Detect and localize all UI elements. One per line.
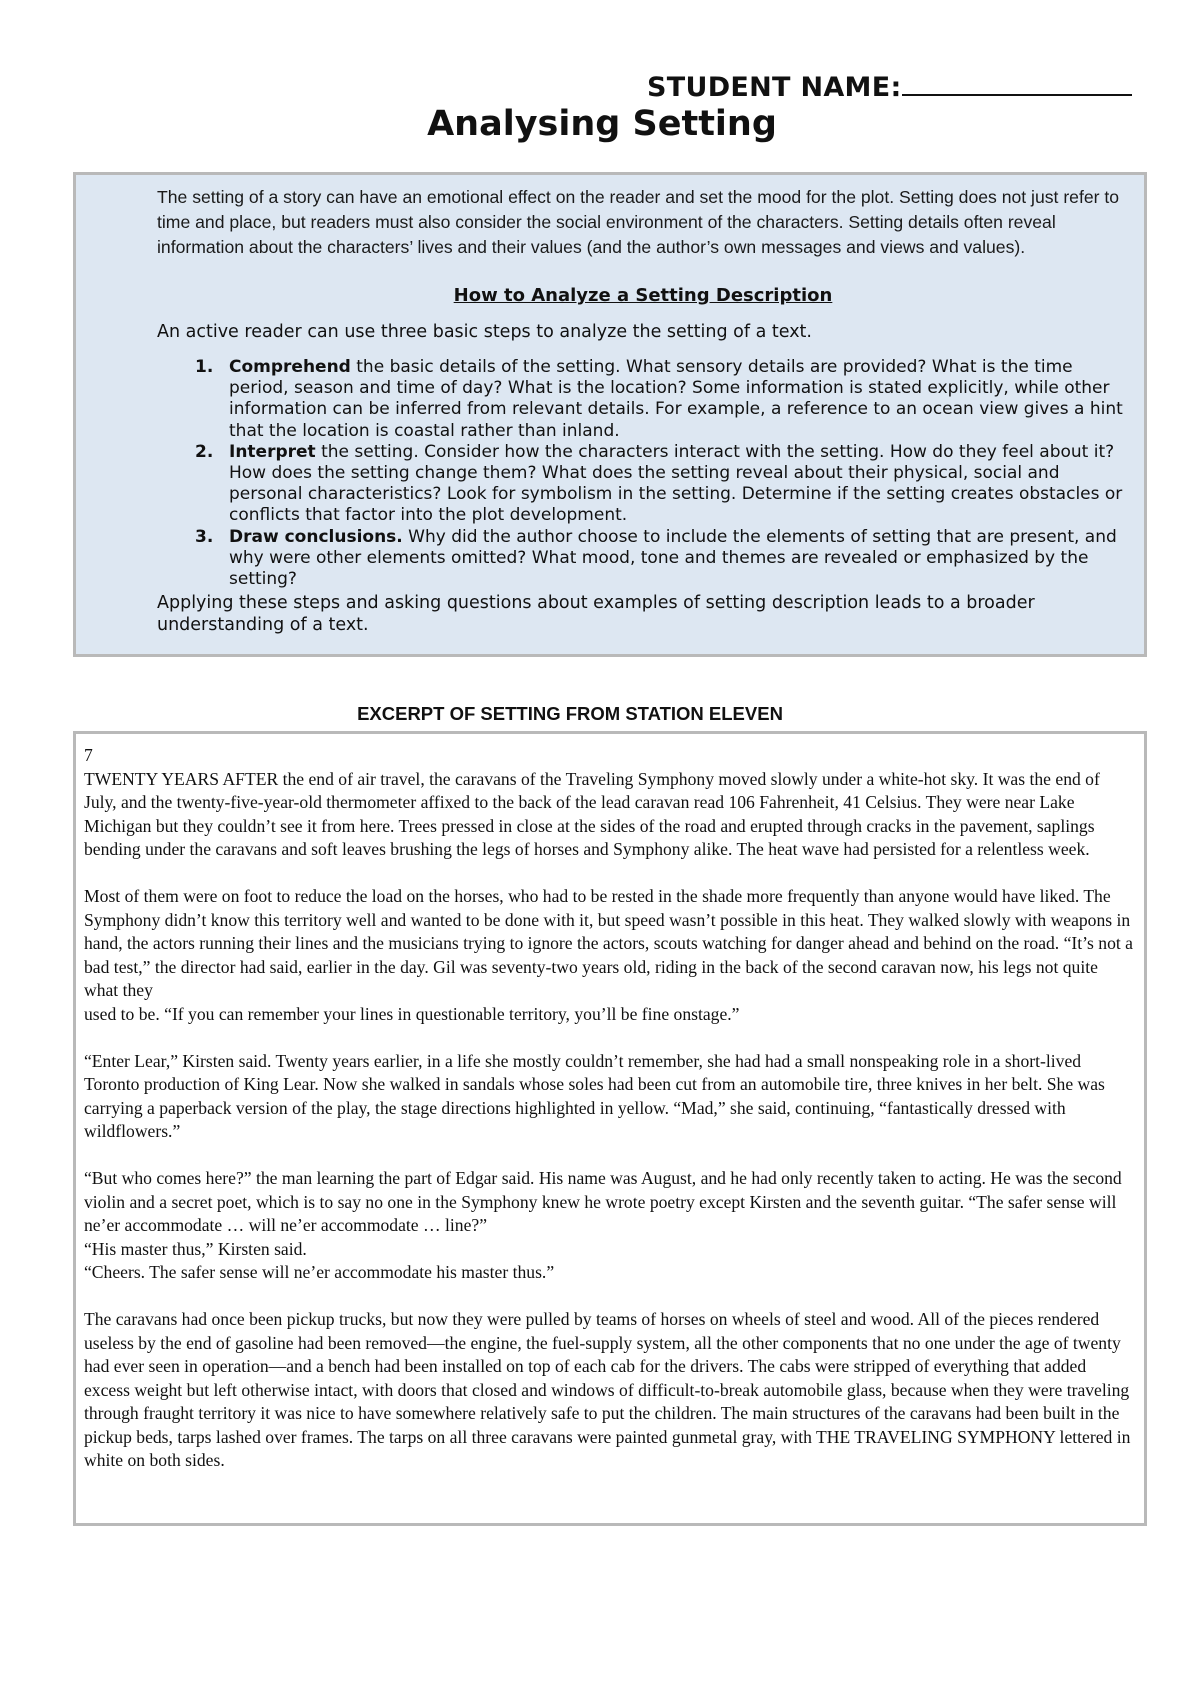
step-item <box>157 527 1137 591</box>
step-number: 1. <box>195 357 214 377</box>
chapter-number: 7 <box>84 745 93 765</box>
student-name-blank[interactable] <box>902 68 1132 96</box>
excerpt-paragraph: used to be. “If you can remember your lines in questionable territory, you’ll be fine onstage.” <box>84 1003 740 1024</box>
step-lead: Draw conclusions. <box>229 526 403 547</box>
steps-list <box>157 357 1137 590</box>
info-box <box>73 172 1147 657</box>
steps-intro: An active reader can use three basic steps to analyze the setting of a text. <box>157 322 812 342</box>
student-name-field <box>647 68 1132 103</box>
excerpt-paragraph: The caravans had once been pickup trucks, but now they were pulled by teams of horses on wheels of steel and wood. All of the pieces rendered useless by the end of gasoline had been removed—the engine, the fuel-supply system, all the other components that no one under the age of twenty had ever seen in operation—and a bench had been installed on top of each cab for the drivers. The cabs were stripped of everything that added excess weight but left otherwise intact, with doors that closed and windows of difficult-to-break automobile glass, because when they were traveling through fraught territory it was nice to have somewhere relatively safe to put the children. The main structures of the caravans had been built in the pickup beds, tarps lashed over frames. The tarps on all three caravans were painted gunmetal gray, with THE TRAVELING SYMPHONY lettered in white on both sides. <box>84 1309 1131 1470</box>
step-item <box>157 442 1137 527</box>
student-name-label: STUDENT NAME: <box>647 72 902 103</box>
intro-paragraph: The setting of a story can have an emotional effect on the reader and set the mood for the plot. Setting does not just refer to time and place, but readers must also consider the social environment of the characters. Setting details often reveal information about the characters’ lives and their values (and the author’s own messages and views and values). <box>157 187 1120 257</box>
excerpt-paragraph: “But who comes here?” the man learning the part of Edgar said. His name was August, and he had only recently taken to acting. He was the second violin and a secret poet, which is to say no one in the Symphony knew he wrote poetry except Kirsten and the seventh guitar. “The safer sense will ne’er accommodate … will ne’er accommodate … line?” <box>84 1168 1122 1235</box>
excerpt-paragraph: “Cheers. The safer sense will ne’er accommodate his master thus.” <box>84 1262 555 1282</box>
step-lead: Comprehend <box>229 357 351 377</box>
excerpt-paragraph: Most of them were on foot to reduce the load on the horses, who had to be rested in the shade more frequently than anyone would have liked. The Symphony didn’t know this territory well and wanted to be done with it, but speed wasn’t possible in this heat. They walked slowly with weapons in hand, the actors running their lines and the musicians trying to ignore the actors, scouts watching for danger ahead and behind on the road. “It’s not a bad test,” the director had said, earlier in the day. Gil was seventy-two years old, riding in the back of the second caravan now, his legs not quite what they <box>84 886 1133 1000</box>
step-item <box>157 357 1137 442</box>
how-to-heading: How to Analyze a Setting Description <box>453 285 833 306</box>
step-lead: Interpret <box>229 441 316 462</box>
closing-paragraph: Applying these steps and asking questions about examples of setting description leads to a broader understanding of a text. <box>157 593 1035 635</box>
excerpt-box <box>73 731 1147 1526</box>
step-text: the setting. Consider how the characters interact with the setting. How do they feel about it? How does the setting change them? What does the setting reveal about their physical, social and personal characteristics? Look for symbolism in the setting. Determine if the setting creates obstacles or conflicts that factor into the plot development. <box>229 441 1123 526</box>
excerpt-paragraph: “His master thus,” Kirsten said. <box>84 1238 307 1259</box>
page-title: Analysing Setting <box>427 104 777 144</box>
step-text: Why did the author choose to include the elements of setting that are present, and why were other elements omitted? What mood, tone and themes are revealed or emphasized by the setting? <box>229 526 1117 590</box>
excerpt-text <box>84 744 1134 1473</box>
excerpt-heading: EXCERPT OF SETTING FROM STATION ELEVEN <box>357 703 783 724</box>
step-number: 3. <box>195 526 214 547</box>
excerpt-paragraph: “Enter Lear,” Kirsten said. Twenty years earlier, in a life she mostly couldn’t remember, she had had a small nonspeaking role in a short-lived Toronto production of King Lear. Now she walked in sandals whose soles had been cut from an automobile tire, three knives in her belt. She was carrying a paperback version of the play, the stage directions highlighted in yellow. “Mad,” she said, continuing, “fantastically dressed with wildflowers.” <box>84 1050 1105 1141</box>
excerpt-paragraph: TWENTY YEARS AFTER the end of air travel, the caravans of the Traveling Symphony moved slowly under a white-hot sky. It was the end of July, and the twenty-five-year-old thermometer affixed to the back of the lead caravan read 106 Fahrenheit, 41 Celsius. They were near Lake Michigan but they couldn’t see it from here. Trees pressed in close at the sides of the road and erupted through cracks in the pavement, saplings bending under the caravans and soft leaves brushing the legs of horses and Symphony alike. The heat wave had persisted for a relentless week. <box>84 768 1100 859</box>
step-number: 2. <box>195 441 214 462</box>
step-text: the basic details of the setting. What sensory details are provided? What is the time period, season and time of day? What is the location? Some information is stated explicitly, while other information can be inferred from relevant details. For example, a reference to an ocean view gives a hint that the location is coastal rather than inland. <box>229 357 1123 441</box>
